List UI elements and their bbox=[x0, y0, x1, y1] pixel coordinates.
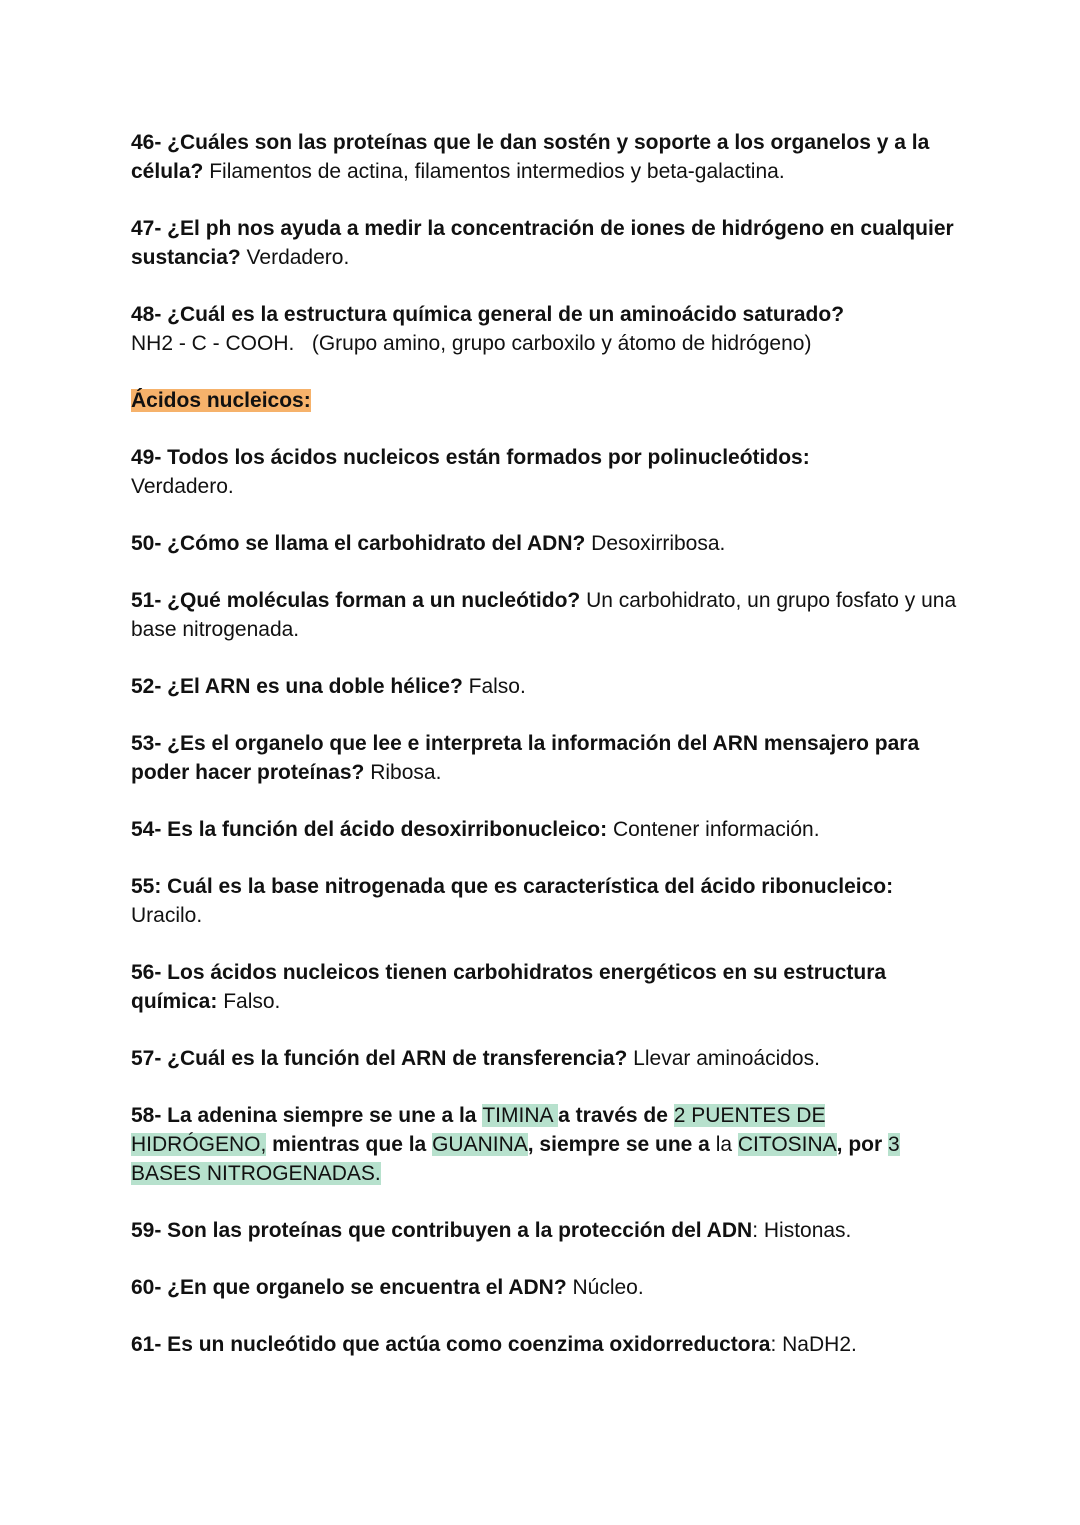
question-49 bbox=[131, 443, 961, 501]
question-text: 48- ¿Cuál es la estructura química general de un aminoácido saturado? bbox=[131, 303, 845, 326]
question-text: 54- Es la función del ácido desoxirribonucleico: bbox=[131, 818, 608, 841]
question-48 bbox=[131, 300, 961, 358]
answer-text: : NaDH2. bbox=[770, 1333, 857, 1356]
highlight-citosina: CITOSINA bbox=[737, 1133, 837, 1156]
question-text: 46- ¿Cuáles son las proteínas que le dan sostén y soporte a los organelos y a la célula? bbox=[131, 131, 930, 183]
question-text: 55: Cuál es la base nitrogenada que es característica del ácido ribonucleico: bbox=[131, 875, 894, 898]
answer-text: la bbox=[709, 1133, 738, 1156]
question-text: 51- ¿Qué moléculas forman a un nucleótido? bbox=[131, 589, 581, 612]
answer-text: Ribosa. bbox=[364, 761, 442, 784]
question-text: 57- ¿Cuál es la función del ARN de transferencia? bbox=[131, 1047, 628, 1070]
question-text: 60- ¿En que organelo se encuentra el ADN? bbox=[131, 1276, 567, 1299]
question-text: , siempre se une a bbox=[527, 1133, 710, 1156]
question-text: mientras que la bbox=[266, 1133, 433, 1156]
answer-text: Verdadero. bbox=[131, 475, 234, 498]
highlight-bases: 3 BASES NITROGENADAS. bbox=[131, 1133, 900, 1185]
question-text: 58- La adenina siempre se une a la bbox=[131, 1104, 483, 1127]
answer-text: NH2 - C - COOH. (Grupo amino, grupo carboxilo y átomo de hidrógeno) bbox=[131, 332, 812, 355]
question-57 bbox=[131, 1044, 961, 1073]
question-56 bbox=[131, 958, 961, 1016]
answer-text: Un carbohidrato, un grupo fosfato y una base nitrogenada. bbox=[131, 589, 957, 641]
question-51 bbox=[131, 586, 961, 644]
highlight-timina: TIMINA bbox=[482, 1104, 559, 1127]
question-47 bbox=[131, 214, 961, 272]
question-61 bbox=[131, 1330, 961, 1359]
section-heading-acidos-nucleicos bbox=[131, 386, 961, 415]
question-text: 56- Los ácidos nucleicos tienen carbohidratos energéticos en su estructura química: bbox=[131, 961, 887, 1013]
question-text: 50- ¿Cómo se llama el carbohidrato del ADN? bbox=[131, 532, 586, 555]
answer-text: Contener información. bbox=[607, 818, 820, 841]
question-text: 49- Todos los ácidos nucleicos están formados por polinucleótidos: bbox=[131, 446, 810, 469]
question-text: 52- ¿El ARN es una doble hélice? bbox=[131, 675, 463, 698]
document-page bbox=[131, 128, 961, 1387]
question-text: , por bbox=[836, 1133, 889, 1156]
answer-text: Llevar aminoácidos. bbox=[627, 1047, 820, 1070]
question-52 bbox=[131, 672, 961, 701]
question-text: a través de bbox=[558, 1104, 674, 1127]
question-text: 61- Es un nucleótido que actúa como coenzima oxidorreductora bbox=[131, 1333, 771, 1356]
highlight-puentes: 2 PUENTES DE HIDRÓGENO, bbox=[131, 1104, 826, 1156]
question-text: 47- ¿El ph nos ayuda a medir la concentración de iones de hidrógeno en cualquier sustancia? bbox=[131, 217, 954, 269]
answer-text: Falso. bbox=[462, 675, 526, 698]
question-46 bbox=[131, 128, 961, 186]
answer-text: Filamentos de actina, filamentos intermedios y beta-galactina. bbox=[203, 160, 785, 183]
question-58 bbox=[131, 1101, 961, 1188]
question-text: 59- Son las proteínas que contribuyen a la protección del ADN bbox=[131, 1219, 753, 1242]
question-54 bbox=[131, 815, 961, 844]
answer-text: Verdadero. bbox=[240, 246, 350, 269]
question-53 bbox=[131, 729, 961, 787]
question-55 bbox=[131, 872, 961, 930]
answer-text: : Histonas. bbox=[752, 1219, 852, 1242]
answer-text: Núcleo. bbox=[566, 1276, 644, 1299]
section-heading-text: Ácidos nucleicos: bbox=[131, 389, 311, 412]
answer-text: Desoxirribosa. bbox=[585, 532, 726, 555]
question-text: 53- ¿Es el organelo que lee e interpreta la información del ARN mensajero para poder hacer proteínas? bbox=[131, 732, 920, 784]
question-60 bbox=[131, 1273, 961, 1302]
question-59 bbox=[131, 1216, 961, 1245]
answer-text: Uracilo. bbox=[131, 904, 203, 927]
question-50 bbox=[131, 529, 961, 558]
answer-text: Falso. bbox=[217, 990, 281, 1013]
highlight-guanina: GUANINA bbox=[432, 1133, 528, 1156]
